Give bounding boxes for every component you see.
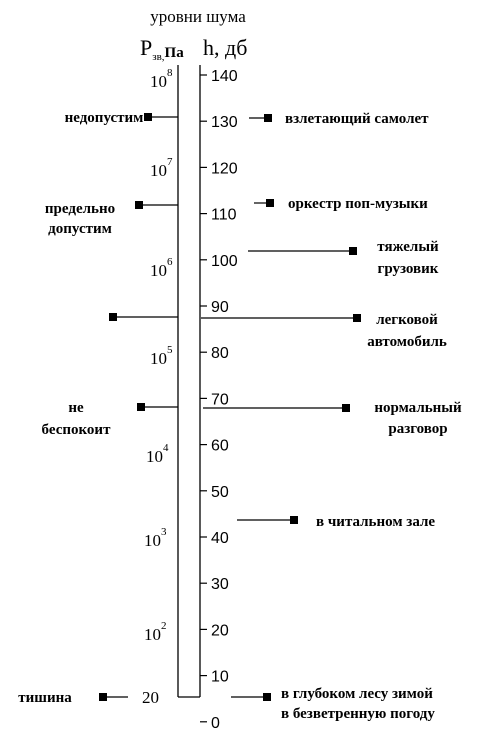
pressure-tick-label: $10^2$ bbox=[144, 620, 167, 644]
left-level-label: не bbox=[68, 400, 84, 416]
svg-text:Pзв,Па bbox=[140, 35, 184, 63]
left-level-label: тишина bbox=[18, 690, 72, 706]
noise-source-label: автомобиль bbox=[367, 334, 447, 350]
db-tick-label: 120 bbox=[211, 160, 238, 178]
noise-source-label: тяжелый bbox=[377, 239, 439, 255]
db-tick-label: 40 bbox=[211, 530, 229, 547]
noise-sources bbox=[201, 111, 462, 722]
db-tick-label: 30 bbox=[211, 576, 229, 594]
right-marker bbox=[353, 314, 361, 322]
db-tick-label: 100 bbox=[211, 252, 238, 270]
left-marker bbox=[99, 693, 107, 701]
db-tick-label: 70 bbox=[211, 391, 229, 409]
db-tick-label: 50 bbox=[211, 483, 229, 501]
db-tick-label: 140 bbox=[211, 68, 238, 85]
db-tick-label: 60 bbox=[211, 437, 229, 455]
db-tick-label: 80 bbox=[211, 345, 229, 363]
pressure-tick-label: $10^7$ bbox=[150, 156, 173, 180]
pressure-subscript: зв, bbox=[152, 51, 165, 63]
right-marker bbox=[263, 693, 271, 701]
noise-source-label: оркестр поп-музыки bbox=[288, 196, 428, 212]
right-marker bbox=[266, 199, 274, 207]
pressure-tick-label: 20 bbox=[142, 688, 159, 707]
db-tick-label: 130 bbox=[211, 114, 238, 132]
noise-source-label: в глубоком лесу зимой bbox=[281, 686, 433, 702]
right-marker bbox=[290, 516, 298, 524]
noise-source-label: в безветренную погоду bbox=[281, 706, 435, 722]
noise-source-label: в читальном зале bbox=[316, 514, 436, 530]
db-tick-label: 90 bbox=[211, 299, 229, 316]
db-tick-label: 110 bbox=[211, 206, 237, 224]
right-marker bbox=[349, 247, 357, 255]
db-tick-label: 10 bbox=[211, 668, 229, 686]
pressure-scale bbox=[142, 67, 173, 707]
pressure-symbol: P bbox=[140, 35, 153, 60]
pressure-tick-label: $10^5$ bbox=[150, 344, 173, 368]
diagram-title: уровни шума bbox=[150, 7, 246, 26]
pressure-tick-label: $10^6$ bbox=[150, 256, 173, 280]
left-level-label: недопустим bbox=[64, 110, 144, 126]
pressure-tick-label: $10^3$ bbox=[144, 526, 167, 550]
left-level-label: допустим bbox=[48, 221, 112, 237]
noise-source-label: грузовик bbox=[377, 261, 439, 277]
db-tick-label: 20 bbox=[211, 622, 229, 640]
pressure-tick-label: $10^8$ bbox=[150, 67, 173, 91]
noise-source-label: нормальный bbox=[374, 400, 462, 416]
pressure-axis-header bbox=[140, 35, 184, 63]
left-marker bbox=[137, 403, 145, 411]
level-axis-header: h, дб bbox=[203, 35, 248, 60]
perception-levels bbox=[18, 110, 178, 706]
right-marker bbox=[264, 114, 272, 122]
pressure-unit: Па bbox=[164, 45, 184, 61]
left-level-label: предельно bbox=[44, 201, 116, 217]
db-tick-label: 0 bbox=[211, 714, 220, 732]
decibel-scale bbox=[200, 68, 238, 732]
pressure-tick-label: $10^4$ bbox=[146, 442, 169, 466]
left-level-label: беспокоит bbox=[41, 422, 111, 438]
noise-source-label: легковой bbox=[376, 312, 438, 328]
noise-source-label: взлетающий самолет bbox=[285, 111, 429, 127]
left-marker bbox=[109, 313, 117, 321]
right-marker bbox=[342, 404, 350, 412]
left-marker bbox=[135, 201, 143, 209]
left-marker bbox=[144, 113, 152, 121]
noise-source-label: разговор bbox=[388, 421, 448, 437]
